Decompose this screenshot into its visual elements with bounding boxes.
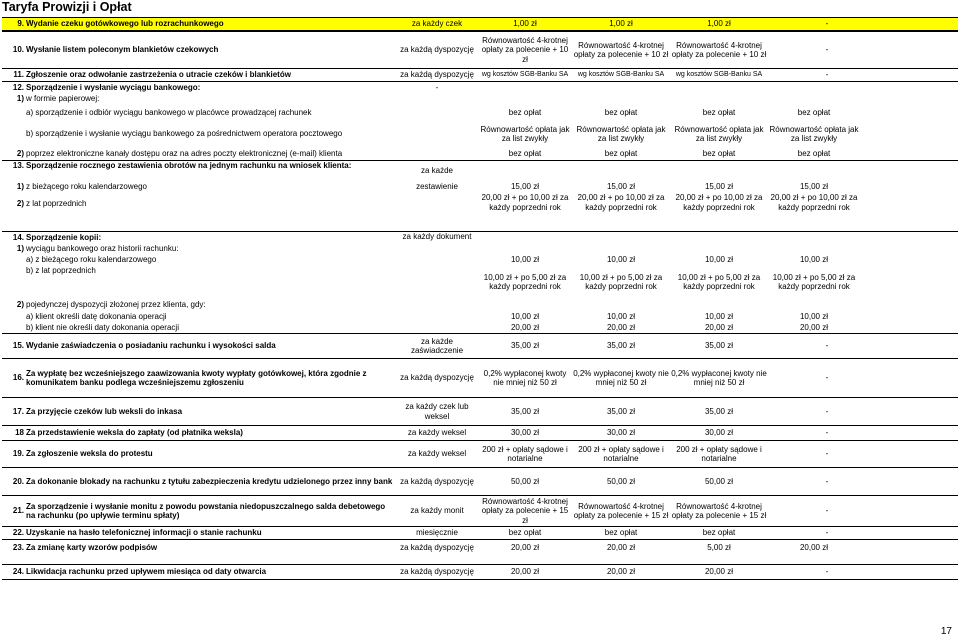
fee-col-1: Równowartość 4-krotnej opłaty za polecenie + 15 zł <box>481 496 569 525</box>
table-row <box>2 299 958 311</box>
row-subnumber: 1) <box>16 243 24 253</box>
fee-col-3: 35,00 zł <box>704 406 734 416</box>
row-unit: za każde <box>420 166 454 176</box>
row-unit: za każdy czek <box>411 19 463 29</box>
fee-col-4: - <box>825 406 829 416</box>
row-unit: miesięcznie <box>416 528 458 538</box>
table-row <box>2 68 958 81</box>
fee-col-4: 10,00 zł <box>799 311 829 321</box>
row-description: wyciągu bankowego oraz historii rachunku: <box>26 243 179 253</box>
row-description: Sporządzenie rocznego zestawienia obrotów na jednym rachunku na wniosek klienta: <box>26 161 352 170</box>
fee-col-3: 10,00 zł <box>704 254 734 264</box>
fee-col-2: bez opłat <box>604 528 638 538</box>
fee-col-1: 20,00 zł + po 10,00 zł za każdy poprzedni rok <box>481 193 569 212</box>
table-row <box>2 495 958 526</box>
fee-col-2: Równowartość 4-krotnej opłaty za polecenie + 15 zł <box>573 501 669 520</box>
fee-col-3: Równowartość 4-krotnej opłaty za polecenie + 15 zł <box>671 501 767 520</box>
row-number: 20. <box>12 476 24 486</box>
fee-col-2: 50,00 zł <box>606 476 636 486</box>
fee-col-3: 5,00 zł <box>707 543 731 552</box>
table-row <box>2 254 958 265</box>
row-description: Za wypłatę bez wcześniejszego zaawizowania kwoty wypłaty gotówkowej, która zgodnie z komunikatem banku podlega wcześniejszemu zgłoszeniu <box>26 368 367 387</box>
row-number: 22. <box>12 528 24 538</box>
fee-col-4: Równowartość opłata jak za list zwykły <box>769 124 859 143</box>
row-number: 17. <box>12 406 24 416</box>
fee-col-4: - <box>825 506 829 516</box>
fee-col-4: - <box>825 341 829 351</box>
fee-col-4: - <box>825 428 829 438</box>
row-description: a) klient określi datę dokonania operacji <box>26 311 167 321</box>
row-unit: - <box>435 82 439 92</box>
table-row <box>2 81 958 93</box>
table-row <box>2 564 958 580</box>
table-row <box>2 333 958 358</box>
fee-col-1: 30,00 zł <box>510 428 540 438</box>
fee-col-1: 20,00 zł <box>510 567 540 577</box>
row-description: b) z lat poprzednich <box>26 266 96 275</box>
fee-col-4: bez opłat <box>797 148 831 158</box>
fee-col-4: - <box>825 70 829 80</box>
page-title: Taryfa Prowizji i Opłat <box>2 0 132 14</box>
table-row <box>2 17 958 31</box>
fee-col-1: bez opłat <box>508 528 542 538</box>
fee-col-4: bez opłat <box>797 108 831 118</box>
fee-col-3: 15,00 zł <box>704 182 734 192</box>
table-row <box>2 121 958 147</box>
table-row <box>2 147 958 160</box>
fee-col-2: 15,00 zł <box>606 182 636 192</box>
table-row <box>2 31 958 68</box>
fee-col-2: 200 zł + opłaty sądowe i notarialne <box>578 444 664 463</box>
table-row <box>2 397 958 425</box>
row-subnumber: 1) <box>16 182 24 192</box>
fee-col-3: Równowartość 4-krotnej opłaty za polecenie + 10 zł <box>671 40 767 59</box>
row-description: a) z bieżącego roku kalendarzowego <box>26 254 157 264</box>
fee-col-1: 35,00 zł <box>510 406 540 416</box>
fee-col-1: 10,00 zł <box>510 311 540 321</box>
fee-col-3: 1,00 zł <box>707 19 731 29</box>
fee-col-1: 20,00 zł <box>510 543 540 552</box>
table-row <box>2 539 958 564</box>
row-description: Sporządzenie kopii: <box>26 232 102 242</box>
row-number: 16. <box>12 373 24 383</box>
fee-col-1: Równowartość opłata jak za list zwykły <box>480 124 570 143</box>
fee-col-2: 20,00 zł <box>606 567 636 577</box>
row-unit: za każdy monit <box>410 506 464 516</box>
fee-col-2: bez opłat <box>604 108 638 118</box>
row-unit: za każdą dyspozycję <box>400 567 474 577</box>
row-description: Likwidacja rachunku przed upływem miesiąca od daty otwarcia <box>26 567 267 577</box>
page-number: 17 <box>940 626 952 637</box>
row-unit: za każdą dyspozycję <box>400 70 474 80</box>
fee-col-2: wg kosztów SGB-Banku SA <box>577 71 665 79</box>
table-row <box>2 358 958 397</box>
row-number: 11. <box>13 70 24 80</box>
fee-col-2: 10,00 zł <box>606 311 636 321</box>
fee-col-1: 50,00 zł <box>510 476 540 486</box>
row-subnumber: 1) <box>16 94 24 104</box>
table-row <box>2 526 958 539</box>
row-description: Za dokonanie blokady na rachunku z tytułu zabezpieczenia kredytu udzielonego przez inny bank <box>26 476 393 486</box>
row-unit: za każdy dokument <box>402 232 472 241</box>
fee-col-1: 15,00 zł <box>510 182 540 192</box>
row-description: b) klient nie określi daty dokonania operacji <box>26 322 179 332</box>
row-number: 10. <box>12 45 24 55</box>
row-unit: za każdą dyspozycję <box>400 543 474 552</box>
row-number: 14. <box>12 232 24 242</box>
fee-col-2: 0,2% wypłaconej kwoty nie mniej niż 50 zł <box>573 368 669 387</box>
fee-col-2: bez opłat <box>604 148 638 158</box>
row-description: Wysłanie listem poleconym blankietów czekowych <box>26 45 219 55</box>
row-number: 15. <box>12 341 24 351</box>
row-unit: za każdy weksel <box>407 449 467 459</box>
fee-col-1: 10,00 zł + po 5,00 zł za każdy poprzedni rok <box>483 272 567 291</box>
row-description: w formie papierowej: <box>26 94 100 104</box>
fee-col-2: Równowartość 4-krotnej opłaty za polecenie + 10 zł <box>573 40 669 59</box>
row-description: poprzez elektroniczne kanały dostępu oraz na adres poczty elektronicznej (e-mail) klienta <box>26 148 343 158</box>
fee-col-4: 20,00 zł <box>799 543 829 552</box>
row-number: 23. <box>12 543 24 552</box>
row-description: Za zgłoszenie weksla do protestu <box>26 449 153 459</box>
fee-col-3: wg kosztów SGB-Banku SA <box>675 71 763 79</box>
table-row <box>2 160 958 181</box>
fee-col-4: 10,00 zł <box>799 254 829 264</box>
row-number: 12. <box>12 82 24 92</box>
row-description: Uzyskanie na hasło telefonicznej informacji o stanie rachunku <box>26 528 262 538</box>
table-row <box>2 231 958 243</box>
row-description: Zgłoszenie oraz odwołanie zastrzeżenia o utracie czeków i blankietów <box>26 70 291 80</box>
fee-col-2: 30,00 zł <box>606 428 636 438</box>
fee-col-2: 10,00 zł <box>606 254 636 264</box>
fee-col-3: 10,00 zł + po 5,00 zł za każdy poprzedni rok <box>677 272 761 291</box>
row-unit: za każdą dyspozycję <box>400 476 474 486</box>
row-description: Za zmianę karty wzorów podpisów <box>26 543 158 552</box>
fee-col-3: 20,00 zł <box>704 322 734 332</box>
row-unit: za każdą dyspozycję <box>400 45 474 55</box>
fee-col-3: 50,00 zł <box>704 476 734 486</box>
row-description: Za przyjęcie czeków lub weksli do inkasa <box>26 406 183 416</box>
fee-col-1: Równowartość 4-krotnej opłaty za polecenie + 10 zł <box>481 35 569 64</box>
row-number: 13. <box>12 161 24 170</box>
table-row <box>2 243 958 254</box>
table-row <box>2 93 958 105</box>
fee-col-2: Równowartość opłata jak za list zwykły <box>576 124 666 143</box>
fee-col-2: 1,00 zł <box>609 19 633 29</box>
fee-table <box>2 17 958 580</box>
row-subnumber: 2) <box>16 300 24 310</box>
fee-col-1: 0,2% wypłaconej kwoty nie mniej niż 50 zł <box>483 368 567 387</box>
fee-col-2: 20,00 zł + po 10,00 zł za każdy poprzedni rok <box>577 193 665 212</box>
fee-col-1: 200 zł + opłaty sądowe i notarialne <box>482 444 568 463</box>
row-number: 19. <box>12 449 24 459</box>
fee-col-4: - <box>825 45 829 55</box>
row-description: b) sporządzenie i wysłanie wyciągu bankowego za pośrednictwem operatora pocztowego <box>26 129 343 139</box>
fee-col-4: - <box>825 19 829 29</box>
fee-col-3: Równowartość opłata jak za list zwykły <box>674 124 764 143</box>
fee-col-3: bez opłat <box>702 108 736 118</box>
fee-col-3: 10,00 zł <box>704 311 734 321</box>
fee-col-4: - <box>825 373 829 383</box>
fee-col-3: 20,00 zł <box>704 567 734 577</box>
row-description: Wydanie zaświadczenia o posiadaniu rachunku i wysokości salda <box>26 341 276 351</box>
fee-col-4: - <box>825 567 829 577</box>
row-description: Za przedstawienie weksla do zapłaty (od płatnika weksla) <box>26 428 243 438</box>
row-description: Wydanie czeku gotówkowego lub rozrachunkowego <box>26 19 224 29</box>
table-row <box>2 265 958 299</box>
row-number: 24. <box>12 567 24 577</box>
fee-col-4: - <box>825 528 829 538</box>
row-unit: za każdy czek lub weksel <box>405 402 469 421</box>
fee-col-1: 20,00 zł <box>510 322 540 332</box>
row-description: a) sporządzenie i odbiór wyciągu bankowego w placówce prowadzącej rachunek <box>26 108 312 118</box>
fee-col-1: 1,00 zł <box>513 19 537 29</box>
row-number: 18 <box>15 428 24 438</box>
fee-col-1: bez opłat <box>508 148 542 158</box>
table-row <box>2 425 958 440</box>
fee-col-2: 20,00 zł <box>606 322 636 332</box>
fee-col-4: - <box>825 449 829 459</box>
row-unit: za każde zaświadczenie <box>410 336 464 355</box>
table-row <box>2 311 958 322</box>
row-unit: za każdą dyspozycję <box>400 373 474 383</box>
fee-col-4: 10,00 zł + po 5,00 zł za każdy poprzedni rok <box>772 272 856 291</box>
fee-col-2: 35,00 zł <box>606 341 636 351</box>
row-description: z bieżącego roku kalendarzowego <box>26 182 147 192</box>
table-row <box>2 322 958 333</box>
fee-col-1: 35,00 zł <box>510 341 540 351</box>
fee-col-2: 35,00 zł <box>606 406 636 416</box>
row-unit: za każdy weksel <box>407 428 467 438</box>
row-number: 9. <box>17 19 24 29</box>
row-subnumber: 2) <box>16 148 24 158</box>
fee-col-1: bez opłat <box>508 108 542 118</box>
row-description: Sporządzenie i wysłanie wyciągu bankowego: <box>26 82 201 92</box>
fee-col-4: 20,00 zł + po 10,00 zł za każdy poprzedni rok <box>770 193 858 212</box>
table-row <box>2 181 958 193</box>
fee-col-2: 10,00 zł + po 5,00 zł za każdy poprzedni rok <box>579 272 663 291</box>
row-description: Za sporządzenie i wysłanie monitu z powodu powstania niedopuszczalnego salda debetowego na rachunku (po upływie terminu spłaty) <box>26 501 386 520</box>
fee-col-1: wg kosztów SGB-Banku SA <box>481 71 569 79</box>
fee-col-1: 10,00 zł <box>510 254 540 264</box>
fee-col-3: 0,2% wypłaconej kwoty nie mniej niż 50 zł <box>671 368 767 387</box>
table-row <box>2 440 958 467</box>
table-row <box>2 467 958 495</box>
row-number: 21. <box>12 506 24 516</box>
fee-col-3: bez opłat <box>702 528 736 538</box>
row-description: z lat poprzednich <box>26 199 87 208</box>
fee-col-3: bez opłat <box>702 148 736 158</box>
fee-col-4: 15,00 zł <box>799 182 829 192</box>
row-subnumber: 2) <box>16 199 24 208</box>
fee-col-3: 35,00 zł <box>704 341 734 351</box>
table-row <box>2 193 958 231</box>
fee-col-4: 20,00 zł <box>799 322 829 332</box>
row-description: pojedynczej dyspozycji złożonej przez klienta, gdy: <box>26 300 206 310</box>
fee-col-3: 30,00 zł <box>704 428 734 438</box>
fee-col-4: - <box>825 476 829 486</box>
row-unit: zestawienie <box>416 182 458 192</box>
fee-col-2: 20,00 zł <box>606 543 636 552</box>
table-row <box>2 105 958 121</box>
fee-col-3: 20,00 zł + po 10,00 zł za każdy poprzedni rok <box>675 193 763 212</box>
fee-col-3: 200 zł + opłaty sądowe i notarialne <box>676 444 762 463</box>
